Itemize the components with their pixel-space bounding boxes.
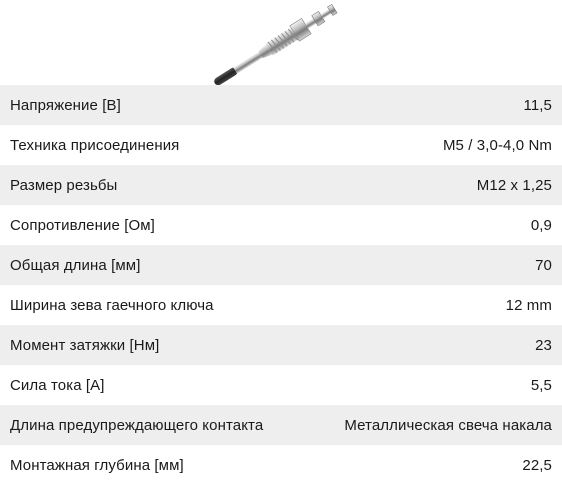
spec-label: Общая длина [мм]: [10, 256, 141, 274]
spec-row: [0, 125, 562, 165]
spec-value: 12 mm: [505, 296, 552, 314]
spec-row: [0, 285, 562, 325]
spec-row: [0, 445, 562, 485]
spec-label: Сила тока [А]: [10, 376, 105, 394]
glow-plug-icon: [0, 0, 562, 85]
spec-row: [0, 85, 562, 125]
spec-value: 70: [535, 256, 552, 274]
spec-row: [0, 165, 562, 205]
spec-row: [0, 205, 562, 245]
spec-value: 22,5: [522, 456, 552, 474]
spec-label: Монтажная глубина [мм]: [10, 456, 184, 474]
spec-value: M5 / 3,0-4,0 Nm: [442, 136, 552, 154]
specs-table: [0, 85, 562, 485]
spec-value: 23: [535, 336, 552, 354]
spec-value: Металлическая свеча накала: [344, 416, 552, 434]
spec-row: [0, 365, 562, 405]
spec-row: [0, 245, 562, 285]
spec-label: Длина предупреждающего контакта: [10, 416, 264, 434]
spec-label: Техника присоединения: [10, 136, 180, 154]
spec-value: 0,9: [530, 216, 552, 234]
spec-label: Размер резьбы: [10, 176, 118, 194]
spec-value: M12 x 1,25: [476, 176, 552, 194]
spec-label: Сопротивление [Ом]: [10, 216, 155, 234]
spec-label: Напряжение [В]: [10, 96, 121, 114]
spec-label: Момент затяжки [Нм]: [10, 336, 160, 354]
spec-value: 5,5: [530, 376, 552, 394]
spec-label: Ширина зева гаечного ключа: [10, 296, 214, 314]
product-image: [0, 0, 562, 85]
spec-row: [0, 405, 562, 445]
spec-row: [0, 325, 562, 365]
spec-value: 11,5: [523, 96, 552, 114]
